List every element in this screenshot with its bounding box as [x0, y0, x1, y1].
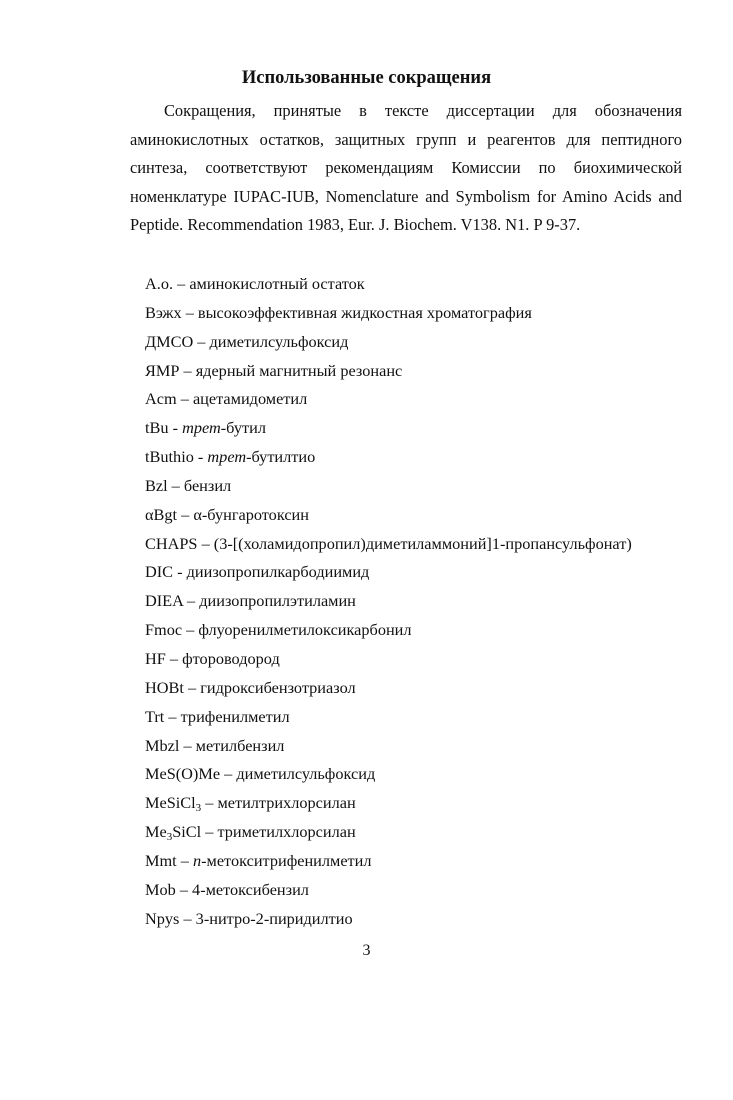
- abbreviation-definition: ядерный магнитный резонанс: [195, 360, 403, 380]
- abbreviation-separator: -: [193, 447, 208, 467]
- abbreviation-definition: метилбензил: [195, 735, 285, 755]
- abbreviation-definition: диизопропилэтиламин: [199, 591, 356, 611]
- abbreviation-separator: –: [167, 475, 184, 495]
- abbreviation-separator: -: [173, 562, 187, 582]
- abbreviation-definition: диметилсульфоксид: [236, 764, 376, 784]
- abbreviation-term: Npys: [145, 908, 180, 928]
- abbreviation-definition: диизопропилкарбодиимид: [186, 562, 370, 582]
- abbreviation-item: [145, 414, 705, 443]
- abbreviation-definition: -бутил: [220, 418, 266, 438]
- abbreviation-separator: –: [164, 706, 181, 726]
- abbreviation-term: HF: [145, 648, 166, 668]
- abbreviation-term: Fmoc: [145, 620, 183, 640]
- abbreviation-definition: гидроксибензотриазол: [200, 677, 356, 697]
- abbreviation-item: [145, 558, 705, 587]
- abbreviation-term: ДМСО: [145, 331, 194, 351]
- abbreviation-item: [145, 732, 705, 761]
- abbreviation-separator: –: [201, 822, 218, 842]
- abbreviation-definition: аминокислотный остаток: [189, 274, 365, 293]
- abbreviation-item: [145, 818, 705, 847]
- abbreviation-term: Mmt: [145, 850, 177, 870]
- abbreviation-separator: –: [182, 620, 199, 640]
- abbreviation-separator: –: [176, 389, 193, 409]
- abbreviation-term: tButhio: [145, 447, 194, 467]
- abbreviation-item: [145, 587, 705, 616]
- abbreviation-item: [145, 703, 705, 732]
- abbreviation-item: [145, 789, 705, 818]
- abbreviation-term: А.о.: [145, 274, 174, 293]
- abbreviation-definition-prefix: п: [192, 850, 202, 870]
- abbreviation-item: [145, 501, 705, 530]
- abbreviation-list: [145, 270, 705, 933]
- abbreviation-definition: 4-метоксибензил: [192, 879, 309, 899]
- abbreviation-term: ЯМР: [145, 360, 180, 380]
- abbreviation-definition: α-бунгаротоксин: [193, 504, 309, 524]
- abbreviation-item: [145, 328, 705, 357]
- abbreviation-item: [145, 876, 705, 905]
- abbreviation-separator: –: [175, 879, 193, 899]
- abbreviation-item: [145, 357, 705, 386]
- abbreviation-term: HOBt: [145, 677, 184, 697]
- abbreviation-term: Acm: [145, 389, 177, 409]
- abbreviation-item: [145, 472, 705, 501]
- abbreviation-term: Trt: [145, 706, 165, 726]
- abbreviation-definition-prefix: трет: [207, 447, 247, 467]
- abbreviation-separator: –: [179, 360, 196, 380]
- abbreviation-definition: 3-нитро-2-пиридилтио: [195, 908, 353, 928]
- abbreviation-term: DIEA: [145, 591, 183, 611]
- abbreviation-term: Вэжх: [145, 302, 182, 322]
- abbreviation-separator: –: [181, 302, 198, 322]
- abbreviation-definition: (3-[(холамидопропил)диметиламмоний]1-пропансульфонат): [213, 533, 632, 553]
- abbreviation-separator: –: [182, 591, 200, 611]
- abbreviation-item: [145, 674, 705, 703]
- abbreviation-item: [145, 645, 705, 674]
- abbreviation-term: tBu: [145, 418, 169, 438]
- abbreviation-item: [145, 385, 705, 414]
- abbreviation-item: [145, 616, 705, 645]
- abbreviation-item: [145, 760, 705, 789]
- abbreviation-term: DIC: [145, 562, 174, 582]
- abbreviation-separator: –: [177, 504, 194, 524]
- abbreviation-definition: трифенилметил: [180, 706, 290, 726]
- abbreviation-term: MeSiCl$_3$: [145, 793, 202, 815]
- abbreviation-item: [145, 443, 705, 472]
- abbreviation-definition: бензил: [183, 475, 232, 495]
- abbreviation-definition-prefix: трет: [182, 418, 221, 438]
- abbreviation-term: Mob: [145, 879, 176, 899]
- abbreviation-definition: метилтрихлорсилан: [217, 793, 356, 813]
- abbreviation-definition: диметилсульфоксид: [209, 331, 349, 351]
- abbreviation-term: MeS(O)Me: [145, 764, 221, 784]
- abbreviation-separator: –: [201, 793, 218, 813]
- abbreviation-item: [145, 530, 705, 559]
- abbreviation-definition: фтороводород: [182, 648, 280, 668]
- abbreviation-separator: –: [176, 850, 193, 870]
- abbreviation-term: Bzl: [145, 475, 168, 495]
- abbreviation-definition: ацетамидометил: [192, 389, 308, 409]
- abbreviation-separator: –: [179, 908, 196, 928]
- intro-paragraph: Сокращения, принятые в тексте диссертации для обозначения аминокислотных остатков, защитных групп и реагентов для пептидного синтеза, соответствуют рекомендациям Комиссии по биохимической номенклатуре IUPAC-IUB, Nomenclature and Symbolism for Amino Acids and Peptide. Recommendation 1983, Eur. J. Biochem. V138. N1. P 9-37.: [130, 101, 682, 235]
- abbreviation-item: [145, 905, 705, 934]
- abbreviation-definition: триметилхлорсилан: [217, 822, 356, 842]
- abbreviation-item: [145, 847, 705, 876]
- abbreviation-separator: –: [173, 274, 190, 293]
- abbreviation-separator: –: [179, 735, 196, 755]
- abbreviation-term: αBgt: [145, 504, 178, 524]
- abbreviation-definition: -бутилтио: [246, 447, 316, 467]
- abbreviation-definition: высокоэффективная жидкостная хроматография: [197, 302, 532, 322]
- abbreviation-separator: –: [165, 648, 183, 668]
- abbreviation-separator: –: [220, 764, 237, 784]
- abbreviation-term: $Me_3SiCl$: [145, 822, 202, 844]
- abbreviation-item: [145, 299, 705, 328]
- abbreviation-separator: –: [197, 533, 214, 553]
- page-title: Использованные сокращения: [241, 68, 492, 88]
- page-number: 3: [362, 942, 371, 959]
- abbreviation-separator: –: [193, 331, 210, 351]
- abbreviation-definition: флуоренилметилоксикарбонил: [198, 620, 412, 640]
- abbreviation-definition: -метокситрифенилметил: [201, 850, 372, 870]
- abbreviation-separator: -: [168, 418, 183, 438]
- abbreviation-term: Mbzl: [145, 735, 180, 755]
- abbreviation-term: CHAPS: [145, 533, 198, 553]
- abbreviation-separator: –: [183, 677, 201, 697]
- abbreviation-item: [145, 270, 705, 299]
